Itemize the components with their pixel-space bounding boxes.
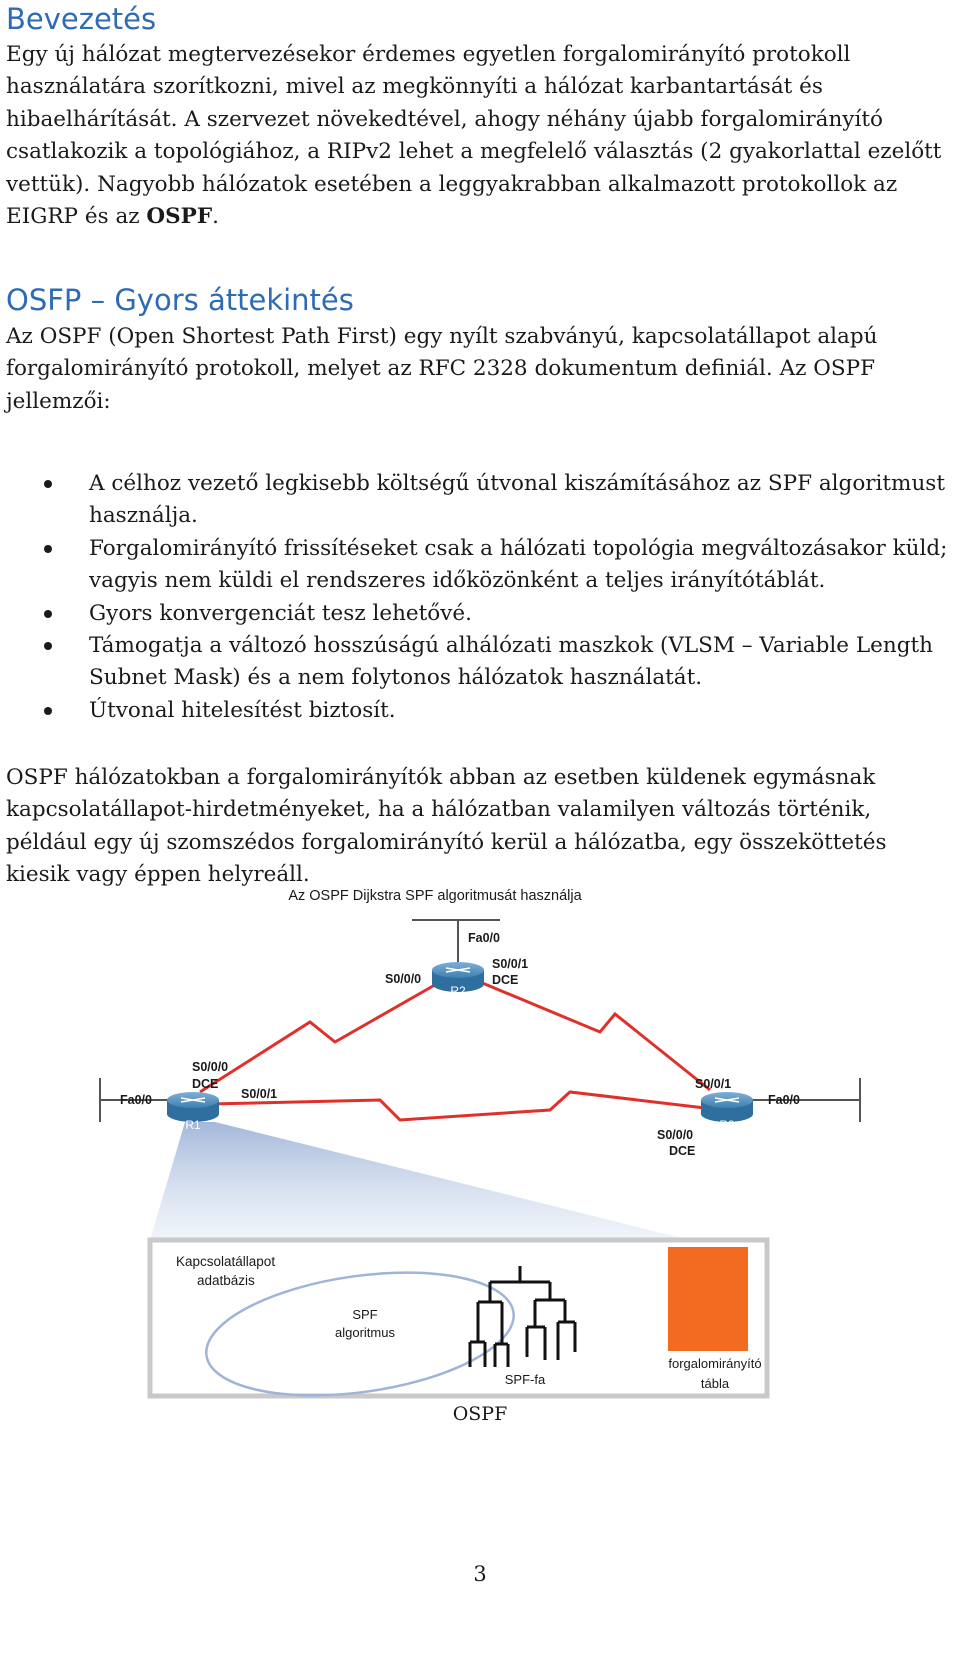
label-r1-fa: Fa0/0 [120, 1093, 152, 1107]
intro-paragraph [6, 39, 956, 233]
list-item [0, 468, 959, 533]
label-r3-fa: Fa0/0 [768, 1093, 800, 1107]
ospf-topology-diagram [90, 882, 880, 1422]
routing-table-label-line1: forgalomirányító [668, 1356, 762, 1371]
routing-table-label-line2: tábla [700, 1376, 730, 1391]
list-item [0, 598, 959, 630]
router-label-r1: R1 [185, 1118, 201, 1132]
serial-link-r1-r3 [210, 1092, 705, 1120]
label-r1-s000: S0/0/0 [192, 1060, 229, 1074]
label-r2-s000: S0/0/0 [385, 972, 422, 986]
overview-paragraph: Az OSPF (Open Shortest Path First) egy nyílt szabványú, kapcsolatállapot alapú forgalomirányító protokoll, melyet az RFC 2328 dokumentum definiál. Az OSPF jellemzői: [6, 324, 878, 414]
intro-bold-ospf: OSPF [146, 204, 213, 230]
router-label-r2: R2 [450, 984, 466, 998]
intro-text-end: . [212, 204, 219, 230]
feature-list [0, 468, 960, 727]
label-r2-fa: Fa0/0 [468, 931, 500, 945]
label-r3-s001: S0/0/1 [695, 1077, 732, 1091]
spf-tree-label: SPF-fa [504, 1372, 546, 1387]
list-item [0, 695, 959, 727]
spf-panel [150, 1240, 767, 1413]
page-number: 3 [473, 1562, 487, 1586]
list-item [0, 630, 959, 695]
spf-label-line1: SPF [352, 1307, 378, 1322]
bullet-icon [44, 707, 52, 715]
intro-text: Egy új hálózat megtervezésekor érdemes egyetlen forgalomirányító protokoll használatára szorítkozni, mivel az megkönnyíti a hálózat karbantartását és hibaelhárítását. A szervezet növekedtével, ahogy néhány újabb forgalomirányító csatlakozik a topológiához, a RIPv2 lehet a megfelelő választás (2 gyakorlattal ezelőtt vettük). Nagyobb hálózatok esetében a leggyakrabban alkalmazott protokollok az EIGRP és az [6, 42, 942, 230]
label-r2-dce: DCE [492, 973, 519, 987]
router-label-r3: R3 [719, 1118, 735, 1132]
beam-shape [150, 1122, 690, 1240]
bullet-icon [44, 642, 52, 650]
diagram-title: Az OSPF Dijkstra SPF algoritmusát használja [288, 888, 582, 904]
list-item-text: Forgalomirányító frissítéseket csak a hálózati topológia megváltozásakor küld; vagyis nem küldi el rendszeres időközönként a teljes irányítótáblát. [89, 535, 948, 594]
serial-link-r2-r3 [480, 982, 710, 1090]
section-heading-intro: Bevezetés [6, 2, 157, 36]
figure-caption: OSPF [452, 1403, 508, 1425]
lsdb-label-line2: adatbázis [197, 1273, 255, 1288]
routing-table-block [668, 1247, 748, 1351]
bullet-icon [44, 610, 52, 618]
label-r2-s001: S0/0/1 [492, 957, 529, 971]
list-item [0, 533, 959, 598]
label-r3-dce: DCE [669, 1144, 696, 1158]
bullet-icon [44, 480, 52, 488]
list-item-text: Útvonal hitelesítést biztosít. [89, 697, 396, 723]
list-item-text: Gyors konvergenciát tesz lehetővé. [89, 600, 472, 626]
lsdb-label-line1: Kapcsolatállapot [176, 1254, 276, 1269]
spf-label-line2: algoritmus [335, 1325, 395, 1340]
label-r1-dce: DCE [192, 1077, 219, 1091]
section-heading-overview: OSFP – Gyors áttekintés [6, 283, 354, 317]
closing-paragraph: OSPF hálózatokban a forgalomirányítók abban az esetben küldenek egymásnak kapcsolatállapot-hirdetményeket, ha a hálózatban valamilyen változás történik, például egy új szomszédos forgalomirányító kerül a hálózatba, egy összeköttetés kiesik vagy éppen helyreáll. [6, 765, 887, 888]
serial-link-r1-r2 [200, 982, 440, 1092]
label-r3-s000: S0/0/0 [657, 1128, 694, 1142]
label-r1-s001: S0/0/1 [241, 1087, 278, 1101]
list-item-text: Támogatja a változó hosszúságú alhálózati maszkok (VLSM – Variable Length Subnet Mask) és a nem folytonos hálózatok használatát. [89, 633, 933, 691]
list-item-text: A célhoz vezető legkisebb költségű útvonal kiszámításához az SPF algoritmust használja. [89, 471, 945, 529]
router-r3 [701, 1092, 753, 1132]
router-r2 [432, 962, 484, 998]
bullet-icon [44, 545, 52, 553]
